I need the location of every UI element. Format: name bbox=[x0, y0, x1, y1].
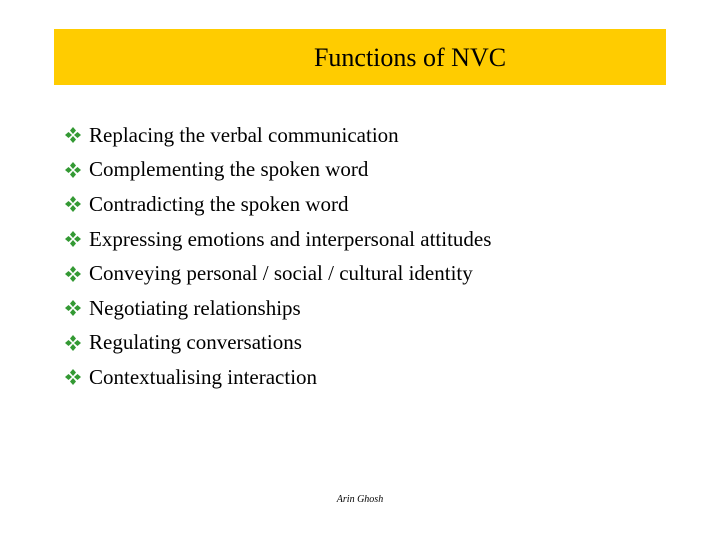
bullet-text: Contextualising interaction bbox=[89, 364, 318, 389]
list-item bbox=[64, 326, 491, 361]
bullet-list bbox=[64, 118, 491, 395]
diamond-bullet-icon bbox=[64, 195, 82, 213]
slide-title: Functions of NVC bbox=[313, 43, 507, 72]
diamond-bullet-icon bbox=[64, 334, 82, 352]
list-item bbox=[64, 291, 491, 326]
bullet-text: Complementing the spoken word bbox=[89, 157, 369, 182]
diamond-bullet-icon bbox=[64, 161, 82, 179]
list-item bbox=[64, 256, 491, 291]
diamond-bullet-icon bbox=[64, 126, 82, 144]
bullet-text: Regulating conversations bbox=[89, 330, 302, 355]
diamond-bullet-icon bbox=[64, 368, 82, 386]
diamond-bullet-icon bbox=[64, 265, 82, 283]
bullet-text: Negotiating relationships bbox=[89, 295, 301, 320]
list-item bbox=[64, 360, 491, 395]
list-item bbox=[64, 222, 491, 257]
diamond-bullet-icon bbox=[64, 299, 82, 317]
bullet-text: Conveying personal / social / cultural identity bbox=[89, 261, 473, 286]
title-bar bbox=[54, 29, 666, 85]
bullet-text: Replacing the verbal communication bbox=[89, 122, 399, 147]
list-item bbox=[64, 118, 491, 153]
list-item bbox=[64, 153, 491, 188]
diamond-bullet-icon bbox=[64, 230, 82, 248]
list-item bbox=[64, 187, 491, 222]
bullet-text: Expressing emotions and interpersonal attitudes bbox=[89, 226, 492, 251]
bullet-text: Contradicting the spoken word bbox=[89, 191, 349, 216]
footer-author: Arin Ghosh bbox=[336, 494, 384, 505]
